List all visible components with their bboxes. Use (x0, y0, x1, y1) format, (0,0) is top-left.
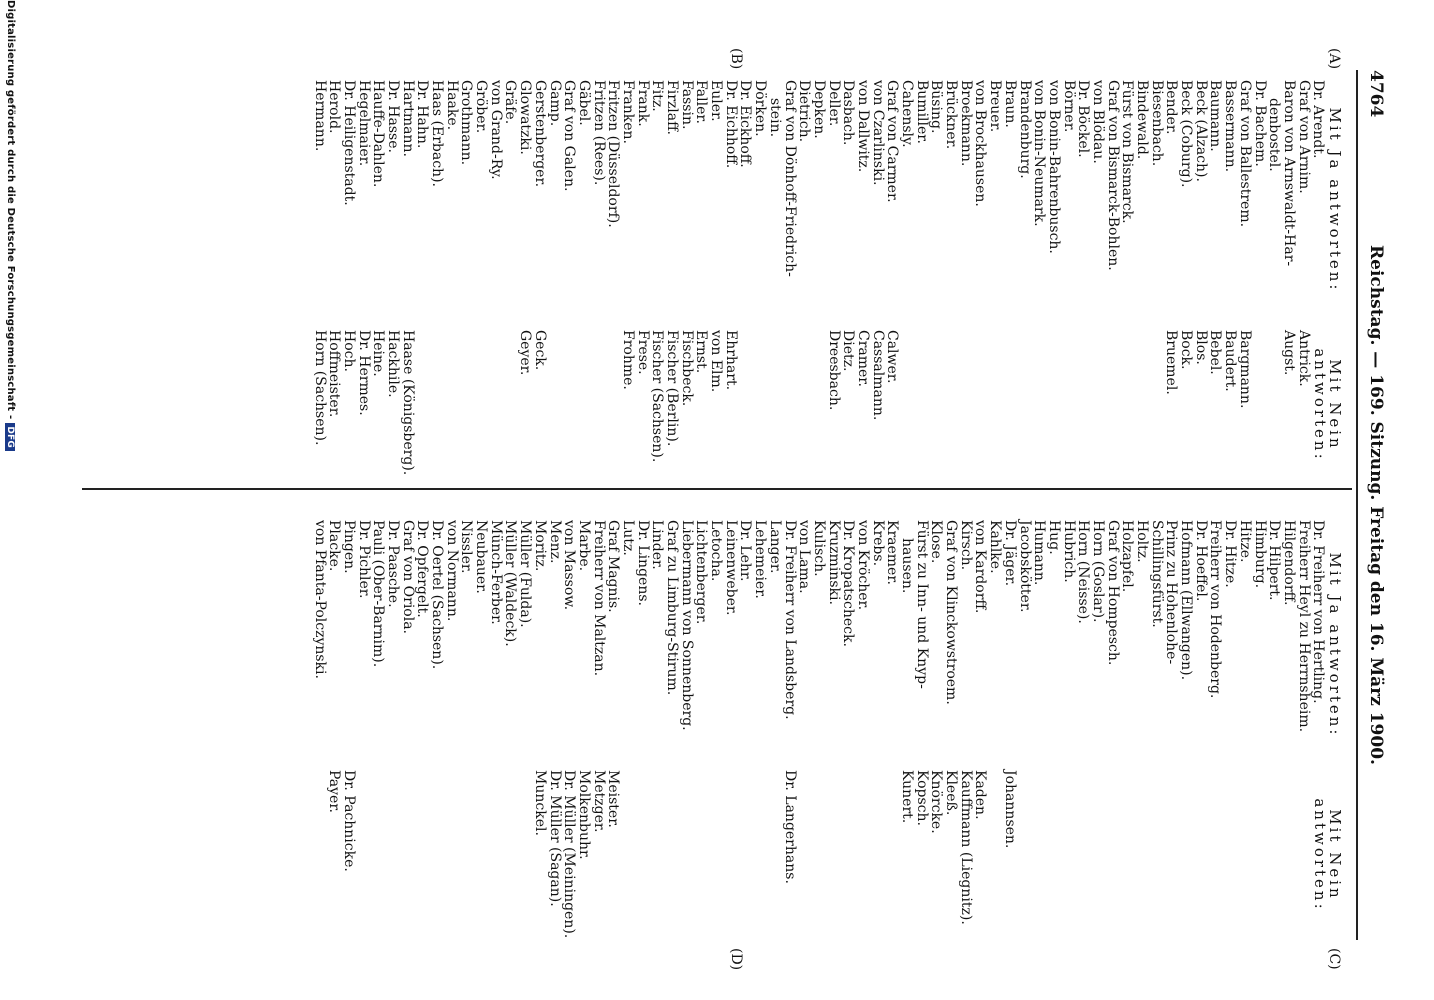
member-name: Kauffmann (Liegnitz). (957, 770, 974, 925)
blank-line (1002, 330, 1017, 480)
left-no-heading: Mit Nein antworten: (1311, 348, 1344, 462)
blank-line (1032, 770, 1047, 940)
member-name: Franken. (619, 80, 636, 145)
member-name: Hermann. (311, 80, 328, 152)
member-name: Fritzen (Düsseldorf). (605, 80, 622, 228)
member-name: Pingen. (340, 520, 357, 574)
left-yes-column (312, 80, 1342, 320)
member-name: Calwer. (884, 330, 901, 384)
member-name: von Elm. (708, 330, 725, 393)
blank-line (635, 770, 650, 940)
blank-line (767, 770, 782, 940)
member-name: Dr. Bachem. (1251, 80, 1268, 167)
blank-line (987, 770, 1002, 940)
member-name: Brückner. (943, 80, 960, 150)
blank-line (943, 330, 958, 480)
blank-line (767, 330, 782, 480)
member-name: Büsing. (928, 80, 945, 134)
blank-line (1032, 330, 1047, 480)
member-name: Ernst. (693, 330, 710, 374)
blank-line (797, 330, 812, 480)
member-name: Dr. Müller (Meiningen). (561, 770, 578, 939)
blank-line (547, 330, 562, 480)
member-name: Geyer. (517, 330, 534, 376)
right-no-list (327, 770, 1311, 940)
member-name: Lutz. (619, 520, 636, 556)
member-name: denbostel. (1266, 98, 1283, 172)
blank-line (1061, 770, 1076, 940)
member-name: Prinz zu Hohenlohe- (1163, 520, 1180, 665)
member-name: Dr. Eickhoff. (737, 80, 754, 168)
member-name: Graf von Carmer. (884, 80, 901, 203)
member-name: Deller. (825, 80, 842, 127)
blank-line (576, 330, 591, 480)
member-name: Antrick. (1295, 330, 1312, 387)
member-name: Fischbeck. (678, 330, 695, 407)
member-name: Kunert. (899, 770, 916, 824)
blank-line (459, 770, 474, 940)
blank-line (841, 770, 856, 940)
member-name: Hartmann. (399, 80, 416, 157)
member-name: Firzlaff. (664, 80, 681, 135)
member-name: Broekmann. (957, 80, 974, 167)
blank-line (708, 770, 723, 940)
blank-line (899, 330, 914, 480)
member-name: Moritz. (531, 520, 548, 572)
right-yes-list (312, 520, 1325, 770)
member-name: Kaden. (972, 770, 989, 820)
blank-line (606, 330, 621, 480)
member-name: Kirsch. (957, 520, 974, 571)
blank-line (1120, 770, 1135, 940)
member-name: Nissler. (458, 520, 475, 574)
member-name: Langer. (766, 520, 783, 574)
member-name: Kopsch. (913, 770, 930, 826)
member-name: Faller. (693, 80, 710, 124)
member-name: Metzger. (590, 770, 607, 833)
blank-line (415, 770, 430, 940)
member-name: Frese. (634, 330, 651, 375)
member-name: Münch-Ferber. (487, 520, 504, 625)
member-name: Johannsen. (1001, 770, 1018, 849)
running-head (1362, 70, 1386, 940)
member-name: Bargmann. (1236, 330, 1253, 409)
blank-line (855, 770, 870, 940)
blank-line (664, 770, 679, 940)
member-name: Munckel. (531, 770, 548, 836)
member-name: Dr. Müller (Sagan). (546, 770, 563, 907)
blank-line (1164, 770, 1179, 940)
blank-line (1105, 770, 1120, 940)
member-name: Placke. (326, 520, 343, 572)
member-name: Dr. Arendt. (1310, 80, 1327, 159)
member-name: Beck (Alzach). (1192, 80, 1209, 182)
member-name: Dr. Böckel. (1075, 80, 1092, 158)
blank-line (488, 330, 503, 480)
member-name: Knörcke. (928, 770, 945, 834)
member-name: Augst. (1280, 330, 1297, 376)
blank-line (488, 770, 503, 940)
member-name: Freiherr von Maltzan. (590, 520, 607, 677)
member-name: Humann. (1031, 520, 1048, 586)
blank-line (1252, 330, 1267, 480)
member-name: Heine. (370, 330, 387, 377)
member-name: von Dallwitz. (854, 80, 871, 173)
member-name: Horn (Neisse). (1075, 520, 1092, 624)
member-name: Hoch. (340, 330, 357, 372)
member-name: von Czarlinski. (869, 80, 886, 186)
member-name: Müller (Fulda). (517, 520, 534, 628)
member-name: Gäbel. (575, 80, 592, 126)
member-name: Himburg. (1251, 520, 1268, 589)
member-name: Pauli (Ober-Barnim). (370, 520, 387, 668)
member-name: von Kröcher. (854, 520, 871, 611)
member-name: Liebermann von Sonnenberg. (678, 520, 695, 731)
member-name: Baumann. (1207, 80, 1224, 152)
member-name: Kahlke. (987, 520, 1004, 574)
blank-line (1017, 330, 1032, 480)
member-name: Graf Magnis. (605, 520, 622, 613)
member-name: Menz. (546, 520, 563, 564)
blank-line (1222, 770, 1237, 940)
member-name: Klose. (928, 520, 945, 564)
blank-line (429, 330, 444, 480)
member-name: Krebs. (869, 520, 886, 567)
member-name: Hackhile. (384, 330, 401, 398)
blank-line (650, 770, 665, 940)
blank-line (444, 330, 459, 480)
member-name: Grothmann. (458, 80, 475, 166)
blank-line (1046, 770, 1061, 940)
blank-line (429, 770, 444, 940)
blank-line (914, 330, 929, 480)
member-name: Herold. (326, 80, 343, 134)
member-name: Frohme. (619, 330, 636, 390)
member-name: Dr. Freiherr von Hertling. (1310, 520, 1327, 704)
member-name: Dr. Jäger. (1001, 520, 1018, 587)
member-name: Bindewald. (1134, 80, 1151, 160)
member-name: von Brockhausen. (972, 80, 989, 207)
member-name: Jacobskötter. (1016, 520, 1033, 613)
member-name: Fritzen (Rees). (590, 80, 607, 186)
blank-line (591, 330, 606, 480)
member-name: Cramer. (854, 330, 871, 387)
digitization-footer (5, 0, 16, 451)
member-name: Kraemer. (884, 520, 901, 585)
member-name: Cassalmann. (869, 330, 886, 421)
margin-mark-b: (B) (728, 48, 744, 70)
blank-line (1267, 330, 1282, 480)
member-name: Holtz. (1134, 520, 1151, 563)
member-name: von Lama. (796, 520, 813, 594)
member-name: Graf von Dönhoff-Friedrich- (781, 80, 798, 277)
member-name: Haake. (443, 80, 460, 131)
member-name: Hoffmeister. (326, 330, 343, 418)
member-name: Baron von Arnswaldt-Har- (1280, 80, 1297, 267)
member-name: Dr. Oertel (Sachsen). (429, 520, 446, 670)
member-name: Graf zu Limburg-Stirum. (664, 520, 681, 696)
blank-line (1281, 770, 1296, 940)
member-name: von Massow. (561, 520, 578, 611)
blank-line (797, 770, 812, 940)
member-name: Neubauer. (473, 520, 490, 594)
member-name: Lichtenberger. (693, 520, 710, 625)
member-name: Hofmann (Ellwangen). (1178, 520, 1195, 681)
member-name: Fassin. (678, 80, 695, 130)
member-name: von Bonin-Bahrenbusch. (1045, 80, 1062, 254)
member-name: Biesenbach. (1148, 80, 1165, 167)
blank-line (385, 770, 400, 940)
dfg-logo-icon: DFG (5, 423, 15, 451)
member-name: Dr. Pichler. (355, 520, 372, 599)
blank-line (1134, 330, 1149, 480)
member-name: Schillingsfürst. (1148, 520, 1165, 628)
member-name: Graf von Bismarck-Bohlen. (1104, 80, 1121, 271)
member-name: Dr. Hasse. (384, 80, 401, 153)
blank-line (356, 770, 371, 940)
member-name: Marbe. (575, 520, 592, 572)
blank-line (400, 770, 415, 940)
member-name: Baudert. (1222, 330, 1239, 392)
blank-line (752, 770, 767, 940)
blank-line (1134, 770, 1149, 940)
member-name: Dr. Eichhoff. (722, 80, 739, 169)
member-name: Leinenweber. (722, 520, 739, 616)
member-name: Dr. Paasche. (384, 520, 401, 608)
blank-line (694, 770, 709, 940)
blank-line (958, 330, 973, 480)
blank-line (1237, 770, 1252, 940)
blank-line (1208, 770, 1223, 940)
blank-line (415, 330, 430, 480)
blank-line (987, 330, 1002, 480)
member-name: Gräfe. (502, 80, 519, 125)
member-name: von Bonin-Neumark. (1031, 80, 1048, 227)
member-name: Hilgendorff. (1280, 520, 1297, 606)
blank-line (371, 770, 386, 940)
member-name: von Pfanta-Polczynski. (311, 520, 328, 679)
member-name: Depken. (810, 80, 827, 139)
member-name: Graf von Oriola. (399, 520, 416, 635)
column-divider (82, 488, 1352, 490)
page-number: 4764 (1366, 70, 1386, 118)
member-name: Kleeß. (943, 770, 960, 816)
member-name: Hubrich. (1060, 520, 1077, 583)
member-name: Graf von Arnim. (1295, 80, 1312, 194)
member-name: Fitz. (649, 80, 666, 112)
blank-line (1149, 770, 1164, 940)
blank-line (1076, 770, 1091, 940)
member-name: Dr. Pachnicke. (340, 770, 357, 872)
member-name: Dr. Opfergelt. (414, 520, 431, 618)
member-name: Breuer. (987, 80, 1004, 133)
member-name: Dr. Langerhans. (781, 770, 798, 884)
right-no-heading: Mit Nein antworten: (1311, 798, 1344, 912)
member-name: Horn (Goslar). (1089, 520, 1106, 623)
member-name: Geck. (531, 330, 548, 371)
right-yes-column (312, 520, 1342, 770)
member-name: Graf von Ballestrem. (1236, 80, 1253, 228)
blank-line (562, 330, 577, 480)
blank-line (503, 330, 518, 480)
member-name: Cahensly. (899, 80, 916, 148)
blank-line (473, 330, 488, 480)
member-name: Kulisch. (810, 520, 827, 577)
member-name: Frank. (634, 80, 651, 127)
blank-line (459, 330, 474, 480)
member-name: Bender. (1163, 80, 1180, 135)
member-name: Fischer (Berlin). (664, 330, 681, 447)
blank-line (1090, 330, 1105, 480)
blank-line (1267, 770, 1282, 940)
member-name: von Kardorff. (972, 520, 989, 614)
member-name: Bassermann. (1222, 80, 1239, 173)
member-name: Beck (Coburg). (1178, 80, 1195, 188)
member-name: Blos. (1192, 330, 1209, 365)
blank-line (929, 330, 944, 480)
left-no-list (312, 330, 1311, 480)
blank-line (1017, 770, 1032, 940)
member-name: Payer. (326, 770, 343, 813)
member-name: Dörken. (752, 80, 769, 137)
member-name: Haase (Königsberg). (399, 330, 416, 476)
member-name: Freiherr von Hodenberg. (1207, 520, 1224, 699)
member-name: Dietz. (840, 330, 857, 372)
member-name: Kruzminski. (825, 520, 842, 605)
blank-line (885, 770, 900, 940)
member-name: Börner. (1060, 80, 1077, 133)
member-name: Bock. (1178, 330, 1195, 370)
member-name: Dr. Hermes. (355, 330, 372, 416)
blank-line (1046, 330, 1061, 480)
member-name: Meister. (605, 770, 622, 828)
member-name: Glowatzki. (517, 80, 534, 155)
member-name: von Grand-Ry. (487, 80, 504, 180)
member-name: Lehemeier. (752, 520, 769, 599)
member-name: Dr. Kropatscheck. (840, 520, 857, 647)
member-name: Graf von Galen. (561, 80, 578, 192)
member-name: Dreesbach. (825, 330, 842, 411)
member-name: Fischer (Sachsen). (649, 330, 666, 463)
member-name: Hug. (1045, 520, 1062, 555)
member-name: Dietrich. (796, 80, 813, 143)
member-name: Braun. (1001, 80, 1018, 128)
member-name: von Blödau. (1089, 80, 1106, 164)
member-name: Euler. (708, 80, 725, 122)
blank-line (752, 330, 767, 480)
blank-line (1105, 330, 1120, 480)
blank-line (723, 770, 738, 940)
blank-line (1061, 330, 1076, 480)
member-name: Dasbach. (840, 80, 857, 146)
member-name: Bumiller. (913, 80, 930, 144)
blank-line (503, 770, 518, 940)
blank-line (444, 770, 459, 940)
blank-line (811, 330, 826, 480)
member-name: Bebel. (1207, 330, 1224, 375)
margin-mark-d: (D) (728, 948, 744, 971)
blank-line (738, 770, 753, 940)
blank-line (1178, 770, 1193, 940)
member-name: Fürst zu Inn- und Knyp- (913, 520, 930, 689)
blank-line (826, 770, 841, 940)
member-name: Molkenbuhr. (575, 770, 592, 860)
member-name: Gamp. (546, 80, 563, 127)
member-name: Gröber. (473, 80, 490, 134)
member-name: Gerstenberger. (531, 80, 548, 188)
member-name: Bruemel. (1163, 330, 1180, 395)
member-name: Hegelmaier. (355, 80, 372, 167)
blank-line (1120, 330, 1135, 480)
member-name: Horn (Sachsen). (311, 330, 328, 446)
blank-line (1296, 770, 1311, 940)
member-name: Brandenburg. (1016, 80, 1033, 179)
member-name: von Normann. (443, 520, 460, 622)
member-name: Letocha. (708, 520, 725, 582)
member-name: Dr. Heiligenstadt. (340, 80, 357, 206)
member-name: Graf von Hompesch. (1104, 520, 1121, 666)
member-name: Graf von Klinckowstroem. (943, 520, 960, 705)
member-name: Dr. Hitze. (1222, 520, 1239, 588)
margin-mark-c: (C) (1326, 948, 1342, 970)
member-name: Dr. Freiherr von Landsberg. (781, 520, 798, 720)
blank-line (1149, 330, 1164, 480)
member-name: Fürst von Bismarck. (1119, 80, 1136, 224)
member-name: Hauffe-Dahlen. (370, 80, 387, 188)
member-name: Dr. Hoeffel. (1192, 520, 1209, 602)
blank-line (870, 770, 885, 940)
blank-line (1252, 770, 1267, 940)
blank-line (782, 330, 797, 480)
left-no-column (312, 330, 1342, 480)
blank-line (811, 770, 826, 940)
blank-line (973, 330, 988, 480)
member-name: Ehrhart. (722, 330, 739, 391)
blank-line (1076, 330, 1091, 480)
blank-line (517, 770, 532, 940)
member-name: Dr. Lingens. (634, 520, 651, 606)
member-name: hausen. (899, 538, 916, 594)
blank-line (679, 770, 694, 940)
member-name: stein. (766, 98, 783, 138)
footer-text: Digitalisierung gefördert durch die Deutsche Forschungsgemeinschaft - (5, 0, 16, 420)
blank-line (473, 770, 488, 940)
blank-line (1193, 770, 1208, 940)
member-name: Dr. Hilpert. (1266, 520, 1283, 601)
blank-line (620, 770, 635, 940)
page-title: Reichstag. — 169. Sitzung. Freitag den 16. März 1900. (1366, 245, 1386, 765)
member-name: Linder. (649, 520, 666, 570)
member-name: Holzapfel. (1119, 520, 1136, 593)
right-yes-heading: Mit Ja antworten: (1326, 552, 1344, 738)
member-name: Dr. Lehr. (737, 520, 754, 582)
margin-mark-a: (A) (1326, 48, 1342, 70)
member-name: Hitze. (1236, 520, 1253, 563)
right-no-column (327, 770, 1342, 940)
member-name: Haas (Erbach). (429, 80, 446, 187)
blank-line (1090, 770, 1105, 940)
blank-line (738, 330, 753, 480)
member-name: Müller (Waldeck). (502, 520, 519, 647)
header-rule (1356, 70, 1358, 940)
member-name: Dr. Hahn. (414, 80, 431, 149)
member-name: Freiherr Heyl zu Herrnsheim. (1295, 520, 1312, 733)
left-yes-heading: Mit Ja antworten: (1326, 107, 1344, 293)
left-yes-list (312, 80, 1325, 320)
